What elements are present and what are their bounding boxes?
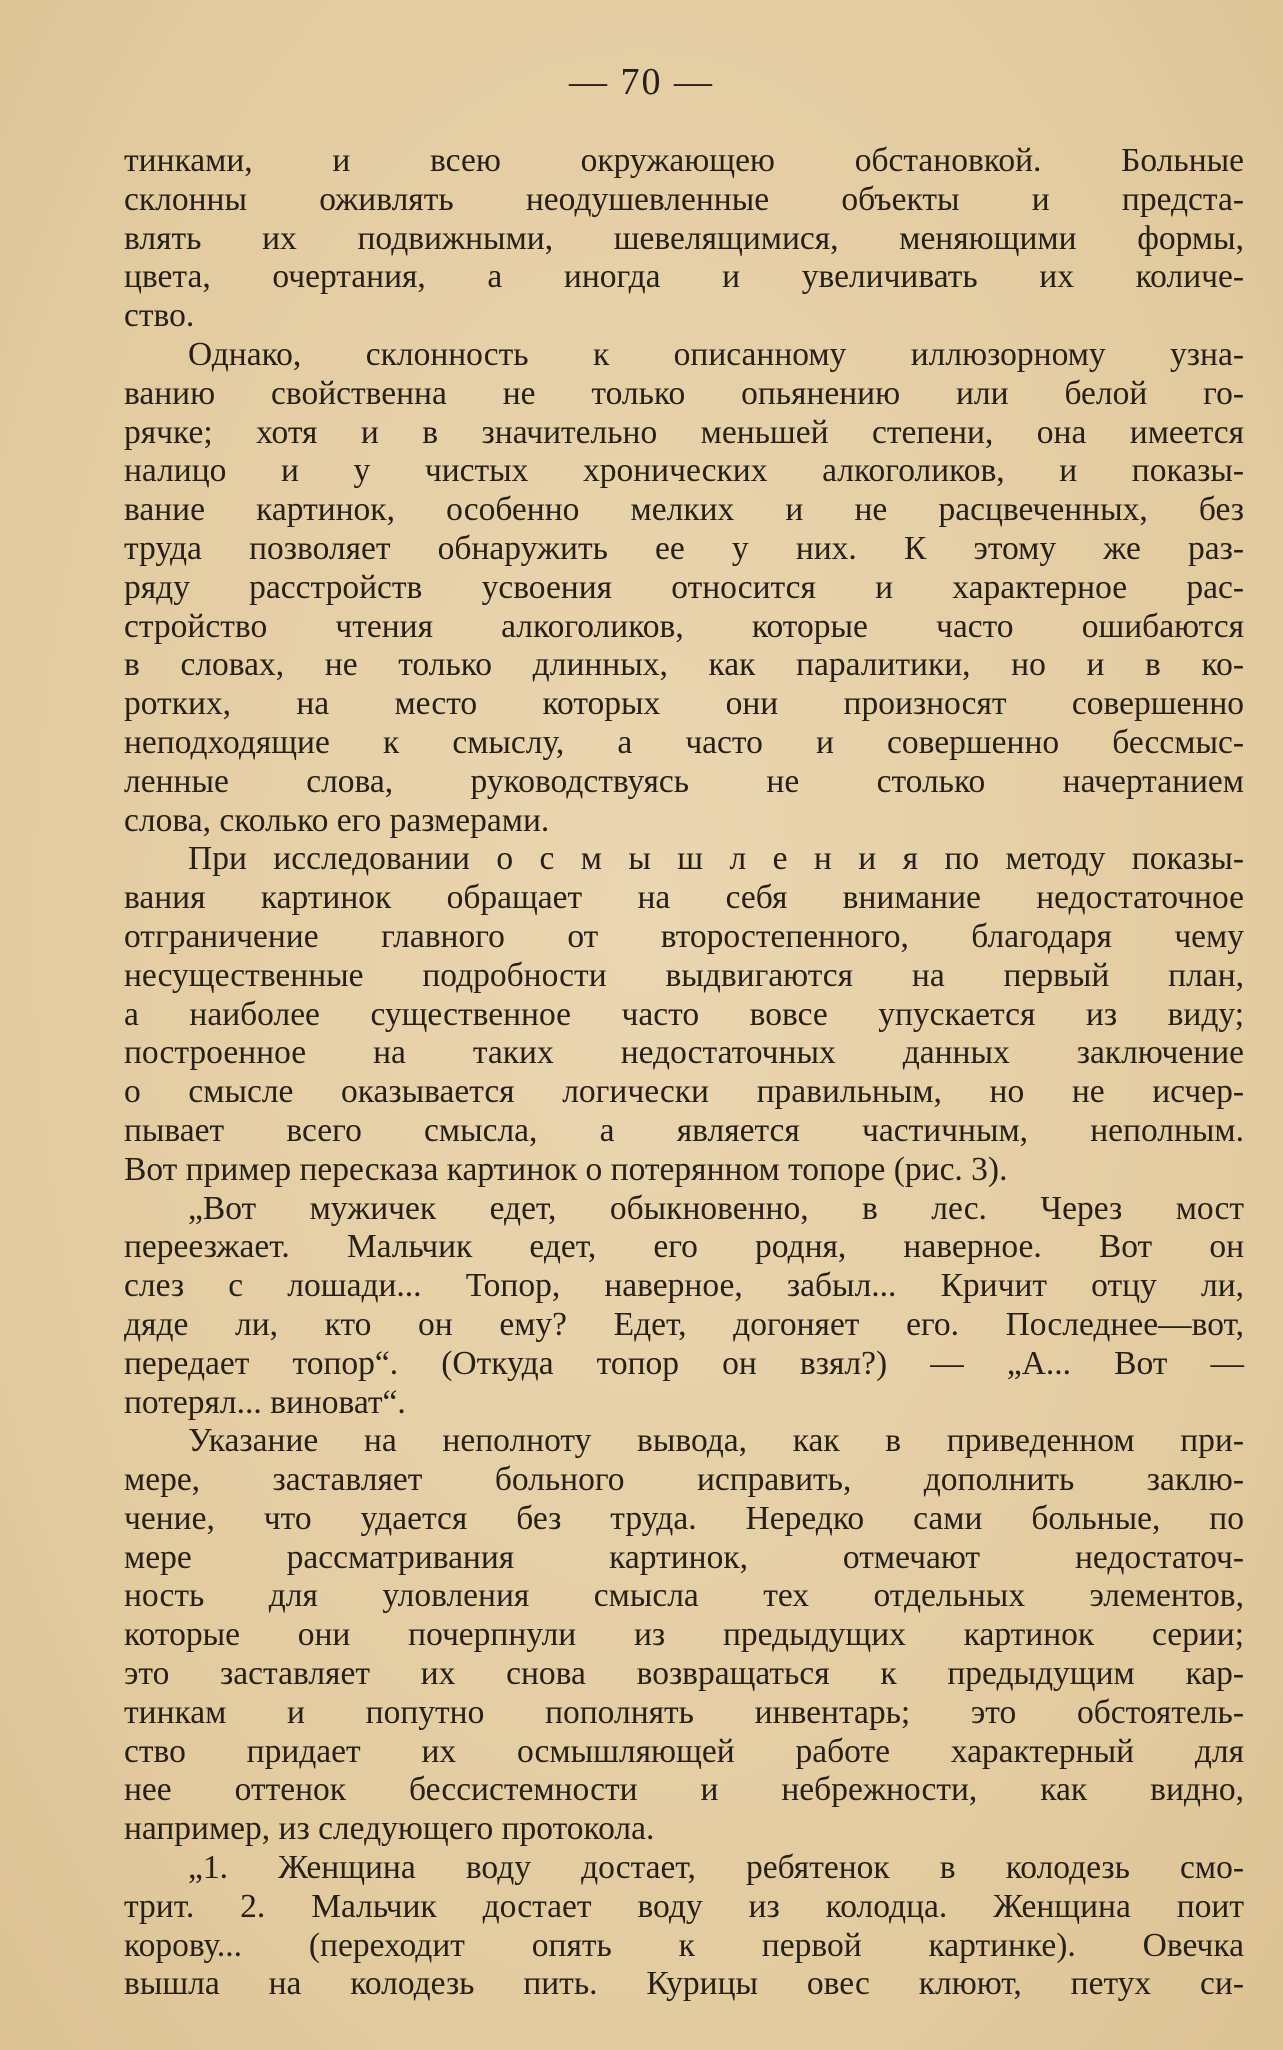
text-line: влять их подвижными, шевелящимися, меняющими формы, [124,219,1244,257]
text-line: это заставляет их снова возвращаться к предыдущим кар- [124,1655,1244,1693]
body-text [124,142,1244,2004]
text-line: труда позволяет обнаружить ее у них. К этому же раз- [124,529,1244,567]
text-line: ность для уловления смысла тех отдельных элементов, [124,1577,1244,1615]
text-line: тинками, и всею окружающею обстановкой. Больные [124,142,1244,179]
text-line: мере рассматривания картинок, отмечают недостаточ- [124,1538,1244,1576]
paragraph [124,142,1244,336]
text-line: слова, сколько его размерами. [124,801,550,839]
text-line: ряду расстройств усвоения относится и характерное рас- [124,568,1244,606]
text-line: рячке; хотя и в значительно меньшей степени, она имеется [124,413,1244,451]
text-line: ротких, на место которых они произносят совершенно [124,685,1244,723]
text-line: мере, заставляет больного исправить, дополнить заклю- [124,1461,1244,1499]
text-line: неподходящие к смыслу, а часто и совершенно бессмыс- [124,723,1244,761]
text-line: переезжает. Мальчик едет, его родня, наверное. Вот он [124,1228,1244,1266]
text-line: например, из следующего протокола. [124,1810,655,1848]
text-line: Указание на неполноту вывода, как в приведенном при- [188,1422,1244,1460]
text-line: корову... (переходит опять к первой картинке). Овечка [124,1926,1244,1964]
paragraph [124,840,1244,1189]
paragraph [124,1190,1244,1423]
text-line: стройство чтения алкоголиков, которые часто ошибаются [124,607,1244,645]
text-line: передает топор“. (Откуда топор он взял?) — „А... Вот — [124,1344,1244,1382]
text-line: вышла на колодезь пить. Курицы овес клюют, петух си- [124,1965,1244,2003]
text-line: ство. [124,297,195,335]
text-line: в словах, не только длинных, как паралитики, но и в ко- [124,646,1244,684]
text-line: нее оттенок бессистемности и небрежности, как видно, [124,1771,1244,1809]
text-line: а наиболее существенное часто вовсе упускается из виду; [124,995,1244,1033]
text-line: которые они почерпнули из предыдущих картинок серии; [124,1616,1244,1654]
text-line: отграничение главного от второстепенного, благодаря чему [124,917,1244,955]
text-line: склонны оживлять неодушевленные объекты и предста- [124,180,1244,218]
text-line: тинкам и попутно пополнять инвентарь; это обстоятель- [124,1693,1244,1731]
text-line: „Вот мужичек едет, обыкновенно, в лес. Через мост [188,1189,1244,1227]
paragraph [124,1422,1244,1849]
text-line: ство придает их осмышляющей работе характерный для [124,1732,1244,1770]
text-line: о смысле оказывается логически правильным, но не исчер- [124,1073,1244,1111]
text-line: потерял... виноват“. [124,1383,406,1421]
text-line: пывает всего смысла, а является частичным, неполным. [124,1111,1244,1149]
text-line: Однако, склонность к описанному иллюзорному узна- [188,335,1244,373]
text-line: вание картинок, особенно мелких и не расцвеченных, без [124,491,1244,529]
text-line: чение, что удается без труда. Нередко сами больные, по [124,1499,1244,1537]
text-line: вания картинок обращает на себя внимание недостаточное [124,879,1244,917]
text-line: построенное на таких недостаточных данных заключение [124,1034,1244,1072]
text-line: несущественные подробности выдвигаются на первый план, [124,956,1244,994]
paragraph [124,1849,1244,2004]
text-line: „1. Женщина воду достает, ребятенок в колодезь смо- [188,1849,1244,1887]
page-number: — 70 — [569,61,714,103]
text-line: слез с лошади... Топор, наверное, забыл... Кричит отцу ли, [124,1267,1244,1305]
text-line: налицо и у чистых хронических алкоголиков, и показы- [124,452,1244,490]
text-line: трит. 2. Мальчик достает воду из колодца. Женщина поит [124,1887,1244,1925]
text-line: ленные слова, руководствуясь не столько начертанием [124,762,1244,800]
text-line: цвета, очертания, а иногда и увеличивать их количе- [124,258,1244,296]
text-line: дяде ли, кто он ему? Едет, догоняет его. Последнее—вот, [124,1305,1244,1343]
paragraph [124,336,1244,840]
text-line: При исследовании о с м ы ш л е н и я по методу показы- [188,840,1244,878]
text-line: ванию свойственна не только опьянению или белой го- [124,374,1244,412]
text-line: Вот пример пересказа картинок о потерянном топоре (рис. 3). [124,1150,1008,1188]
